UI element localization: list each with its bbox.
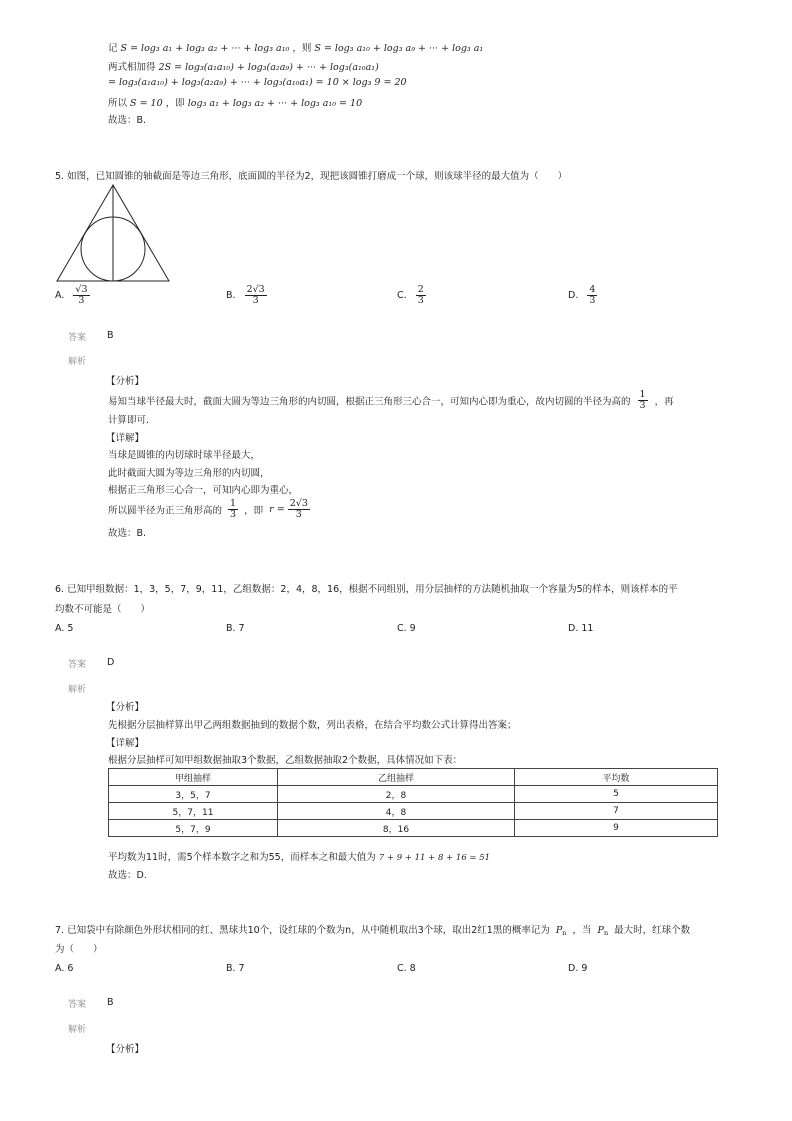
table-cell: 7 bbox=[515, 803, 718, 820]
q5-option-a-fraction bbox=[73, 285, 89, 306]
prev-line2-lead: 两式相加得 bbox=[108, 62, 156, 73]
prev-line1-math-a: S = log₃ a₁ + log₃ a₂ + ··· + log₃ a₁₀ bbox=[120, 43, 290, 54]
q5-xiangjie: 【详解】 bbox=[106, 433, 145, 444]
q5-detail-4 bbox=[108, 499, 310, 520]
q5-detail-4-frac-den: 3 bbox=[230, 508, 237, 520]
q7-option-c[interactable]: C. 8 bbox=[397, 963, 416, 974]
q5-option-d-fraction bbox=[587, 285, 597, 306]
q6-option-b[interactable]: B. 7 bbox=[226, 623, 245, 634]
table-row bbox=[109, 803, 718, 820]
q5-option-a-num: √3 bbox=[75, 284, 88, 295]
q5-answer-label: 答案 bbox=[68, 333, 87, 343]
q7-pn-symbol-1 bbox=[556, 925, 567, 936]
prev-solution-line-3: = log₃(a₁a₁₀) + log₃(a₂a₉) + ··· + log₃(a₁₀a₁) = 10 × log₃ 9 = 20 bbox=[108, 77, 407, 88]
q7-option-b[interactable]: B. 7 bbox=[226, 963, 245, 974]
table-row bbox=[109, 820, 718, 837]
q5-fenxi: 【分析】 bbox=[106, 376, 145, 387]
q5-detail-4-r-fraction bbox=[288, 499, 310, 520]
q5-fenxi-text-b: ，再 bbox=[654, 396, 674, 408]
q5-option-b[interactable] bbox=[226, 285, 267, 306]
prev-line1-lead: 记 bbox=[108, 43, 118, 54]
q5-answer-value: B bbox=[107, 330, 114, 341]
prev-line4-mid: ，即 bbox=[165, 98, 185, 109]
table-cell: 5 bbox=[515, 786, 718, 803]
q7-option-a[interactable]: A. 6 bbox=[55, 963, 74, 974]
q5-option-c-fraction bbox=[416, 285, 426, 306]
q6-option-a[interactable]: A. 5 bbox=[55, 623, 74, 634]
table-header-row bbox=[109, 769, 718, 786]
prev-line4-lead: 所以 bbox=[108, 98, 128, 109]
q5-stem: 5. 如图，已知圆锥的轴截面是等边三角形，底面圆的半径为2，现把该圆锥打磨成一个球，则该球半径的最大值为（ ） bbox=[55, 171, 568, 182]
table-header-yi: 乙组抽样 bbox=[278, 769, 515, 786]
q5-option-b-fraction bbox=[245, 285, 267, 306]
prev-line2-math: 2S = log₃(a₁a₁₀) + log₃(a₂a₉) + ··· + log₃(a₁₀a₁) bbox=[158, 62, 379, 73]
q5-option-b-num: 2√3 bbox=[246, 284, 265, 295]
q7-stem-1 bbox=[55, 922, 690, 937]
table-cell: 3，5，7 bbox=[109, 786, 278, 803]
q5-option-c-den: 3 bbox=[417, 294, 424, 306]
q6-fenxi: 【分析】 bbox=[106, 702, 145, 713]
q6-detail-2 bbox=[108, 849, 490, 863]
q5-fenxi-frac-den: 3 bbox=[639, 399, 646, 411]
q5-option-c-letter: C. bbox=[397, 289, 407, 301]
cone-cross-section-figure bbox=[55, 184, 171, 284]
q5-option-d-letter: D. bbox=[568, 289, 579, 301]
q6-answer-label: 答案 bbox=[68, 660, 87, 670]
table-row bbox=[109, 786, 718, 803]
q5-option-d-den: 3 bbox=[589, 294, 596, 306]
q5-detail-4-text-a: 所以圆半径为正三角形高的 bbox=[108, 505, 223, 517]
q7-answer-value: B bbox=[107, 997, 114, 1008]
q6-option-c[interactable]: C. 9 bbox=[397, 623, 416, 634]
q7-p-letter: P bbox=[597, 925, 604, 936]
q6-detail-2-text: 平均数为11时，需5个样本数字之和为55，而样本之和最大值为 bbox=[108, 852, 376, 863]
q7-stem-1a: 7. 已知袋中有除颜色外形状相同的红、黑球共10个，设红球的个数为n，从中随机取出3个球，取出2红1黑的概率记为 bbox=[55, 925, 550, 936]
table-header-avg: 平均数 bbox=[515, 769, 718, 786]
q6-detail-2-math: 7 + 9 + 11 + 8 + 16 = 51 bbox=[378, 853, 491, 863]
q5-fenxi-text-a: 易知当球半径最大时，截面大圆为等边三角形的内切圆，根据正三角形三心合一，可知内心即为重心，故内切圆的半径为高的 bbox=[108, 396, 631, 408]
q5-detail-4-frac-num: 1 bbox=[230, 498, 237, 509]
q6-xiangjie: 【详解】 bbox=[106, 738, 145, 749]
prev-line1-mid: ，则 bbox=[292, 43, 312, 54]
q6-stem-2: 均数不可能是（ ） bbox=[55, 604, 151, 615]
q5-answer-line: 故选：B. bbox=[108, 528, 147, 539]
q5-fenxi-fraction bbox=[638, 390, 648, 411]
q5-detail-4-text-b: ，即 bbox=[244, 505, 264, 517]
q5-option-c[interactable] bbox=[397, 285, 426, 306]
q7-answer-label: 答案 bbox=[68, 1000, 87, 1010]
q7-option-d[interactable]: D. 9 bbox=[568, 963, 588, 974]
q5-option-c-num: 2 bbox=[417, 284, 424, 295]
q5-option-d-num: 4 bbox=[589, 284, 596, 295]
q5-fenxi-frac-num: 1 bbox=[639, 389, 646, 400]
q7-pn-symbol-2 bbox=[598, 925, 609, 936]
prev-line1-math-b: S = log₃ a₁₀ + log₃ a₉ + ··· + log₃ a₁ bbox=[314, 43, 484, 54]
q5-detail-2: 此时截面大圆为等边三角形的内切圆， bbox=[108, 468, 270, 479]
prev-line4-math-a: S = 10 bbox=[130, 98, 163, 109]
q6-detail-1: 根据分层抽样可知甲组数据抽取3个数据，乙组数据抽取2个数据，具体情况如下表： bbox=[108, 755, 463, 766]
prev-answer-line: 故选：B. bbox=[108, 115, 147, 126]
q7-analysis-label: 解析 bbox=[68, 1025, 87, 1035]
q7-stem-1b: ，当 bbox=[572, 925, 592, 936]
q6-fenxi-text: 先根据分层抽样算出甲乙两组数据抽到的数据个数，列出表格，在结合平均数公式计算得出答案； bbox=[108, 720, 517, 731]
table-cell: 8，16 bbox=[278, 820, 515, 837]
q7-p-sub: n bbox=[603, 929, 609, 937]
prev-solution-line-2 bbox=[108, 59, 379, 73]
table-cell: 9 bbox=[515, 820, 718, 837]
q5-option-a[interactable] bbox=[55, 285, 90, 306]
table-header-jia: 甲组抽样 bbox=[109, 769, 278, 786]
table-cell: 2，8 bbox=[278, 786, 515, 803]
q6-analysis-label: 解析 bbox=[68, 685, 87, 695]
q6-stem-1: 6. 已知甲组数据：1，3，5，7，9，11，乙组数据：2，4，8，16，根据不同组别，用分层抽样的方法随机抽取一个容量为5的样本，则该样本的平 bbox=[55, 584, 678, 595]
q5-fenxi-text-c: 计算即可. bbox=[108, 415, 150, 426]
q5-detail-3: 根据正三角形三心合一，可知内心即为重心， bbox=[108, 485, 299, 496]
q5-analysis-label: 解析 bbox=[68, 357, 87, 367]
q5-option-d[interactable] bbox=[568, 285, 597, 306]
q5-detail-4-fraction bbox=[228, 499, 238, 520]
q7-p-letter: P bbox=[555, 925, 563, 936]
q6-answer-value: D bbox=[107, 657, 115, 668]
q6-option-d[interactable]: D. 11 bbox=[568, 623, 594, 634]
q7-stem-1c: 最大时，红球个数 bbox=[614, 925, 691, 936]
q5-option-a-den: 3 bbox=[78, 294, 85, 306]
q5-detail-4-r: r = bbox=[269, 503, 285, 515]
q5-detail-4-r-num: 2√3 bbox=[289, 498, 308, 509]
q5-detail-4-r-den: 3 bbox=[295, 508, 302, 520]
q6-answer-line: 故选：D. bbox=[108, 870, 147, 881]
prev-line4-math-b: log₃ a₁ + log₃ a₂ + ··· + log₃ a₁₀ = 10 bbox=[187, 98, 363, 109]
q5-option-b-letter: B. bbox=[226, 289, 236, 301]
table-cell: 5，7，9 bbox=[109, 820, 278, 837]
prev-solution-line-4 bbox=[108, 95, 362, 109]
prev-solution-line-1 bbox=[108, 40, 483, 54]
table-cell: 4，8 bbox=[278, 803, 515, 820]
q5-detail-1: 当球是圆锥的内切球时球半径最大， bbox=[108, 450, 261, 461]
q7-fenxi: 【分析】 bbox=[106, 1044, 145, 1055]
q5-option-b-den: 3 bbox=[252, 294, 259, 306]
q7-stem-2: 为（ ） bbox=[55, 944, 103, 955]
q7-p-sub: n bbox=[562, 929, 567, 937]
q5-fenxi-line-1 bbox=[108, 390, 674, 411]
q6-sampling-table bbox=[108, 768, 718, 837]
q5-option-a-letter: A. bbox=[55, 289, 65, 301]
table-cell: 5，7，11 bbox=[109, 803, 278, 820]
